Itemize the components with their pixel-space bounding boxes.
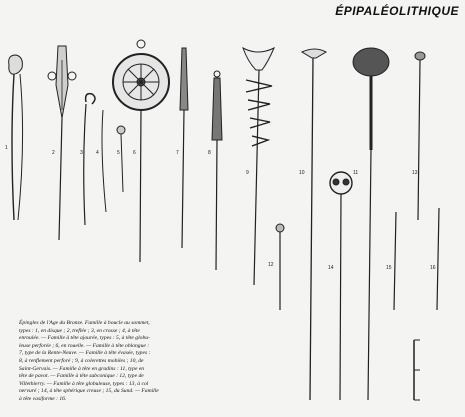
caption-line: Villethierry. — Famille à tête globuleuse, types : 13, à col [19, 380, 149, 387]
figure-number: 5 [117, 150, 120, 156]
caption-line: 7, type de la Rente-Neuve. — Famille à tête évasée, types : [19, 350, 151, 357]
figure-number: 4 [96, 150, 99, 156]
caption-line: enroulée. — Famille à tête ajourée, types : 5, à tête globu- [19, 335, 150, 342]
caption-line: types : 1, en disque ; 2, treflée ; 3, en crosse ; 4, à tête [19, 327, 140, 334]
pin-10-saint-gervais [302, 49, 326, 400]
figure-number: 14 [328, 265, 334, 271]
pin-11-poppy [353, 48, 389, 400]
pin-5 [117, 126, 125, 192]
figure-number: 1 [5, 145, 8, 151]
figure-number: 9 [246, 170, 249, 176]
figure-number: 8 [208, 150, 211, 156]
figure-number: 3 [80, 150, 83, 156]
figure-number: 16 [430, 265, 436, 271]
pin-9-collarettes [243, 48, 274, 285]
figure-caption [19, 320, 219, 404]
pin-15 [394, 212, 396, 310]
pin-13 [415, 52, 425, 220]
caption-line: nervuré ; 14, à tête sphérique creuse ; 15, du Sund. — Famille [19, 388, 159, 395]
figure-number: 10 [299, 170, 305, 176]
pin-1-disc-loop [9, 55, 23, 220]
figure-number: 7 [176, 150, 179, 156]
caption-line: leuse perforée ; 6, en rouelle. — Famille à tête oblongue : [19, 342, 150, 349]
pin-12 [276, 224, 284, 310]
pin-8-swelling [212, 71, 222, 270]
scale-bar [414, 340, 420, 400]
pin-2-trefoil [48, 46, 76, 240]
caption-line: Saint-Gervais. — Famille à tête en gradins : 11, type en [19, 365, 145, 372]
pin-3-crozier [84, 94, 95, 225]
pin-7-oblong [180, 48, 188, 248]
section-title: ÉPIPALÉOLITHIQUE [335, 4, 459, 18]
figure-number: 6 [133, 150, 136, 156]
pin-14-sphere [330, 172, 352, 400]
figure-number: 15 [386, 265, 392, 271]
figure-number: 13 [412, 170, 418, 176]
caption-line: Épingles de l'Age du Bronze. Famille à boucle au sommet, [19, 320, 150, 326]
caption-line: 8, à renflement perforé ; 9, à colerettes mobiles ; 10, de [19, 357, 144, 364]
figure-number: 12 [268, 262, 274, 268]
caption-line: tête de pavot. — Famille à tête subconique : 12, type de [19, 373, 144, 380]
figure-number: 11 [353, 170, 359, 176]
figure-number: 2 [52, 150, 55, 156]
pin-16 [437, 208, 439, 310]
pin-4 [102, 110, 106, 212]
caption-line: à tête vasiforme : 16. [19, 395, 67, 402]
